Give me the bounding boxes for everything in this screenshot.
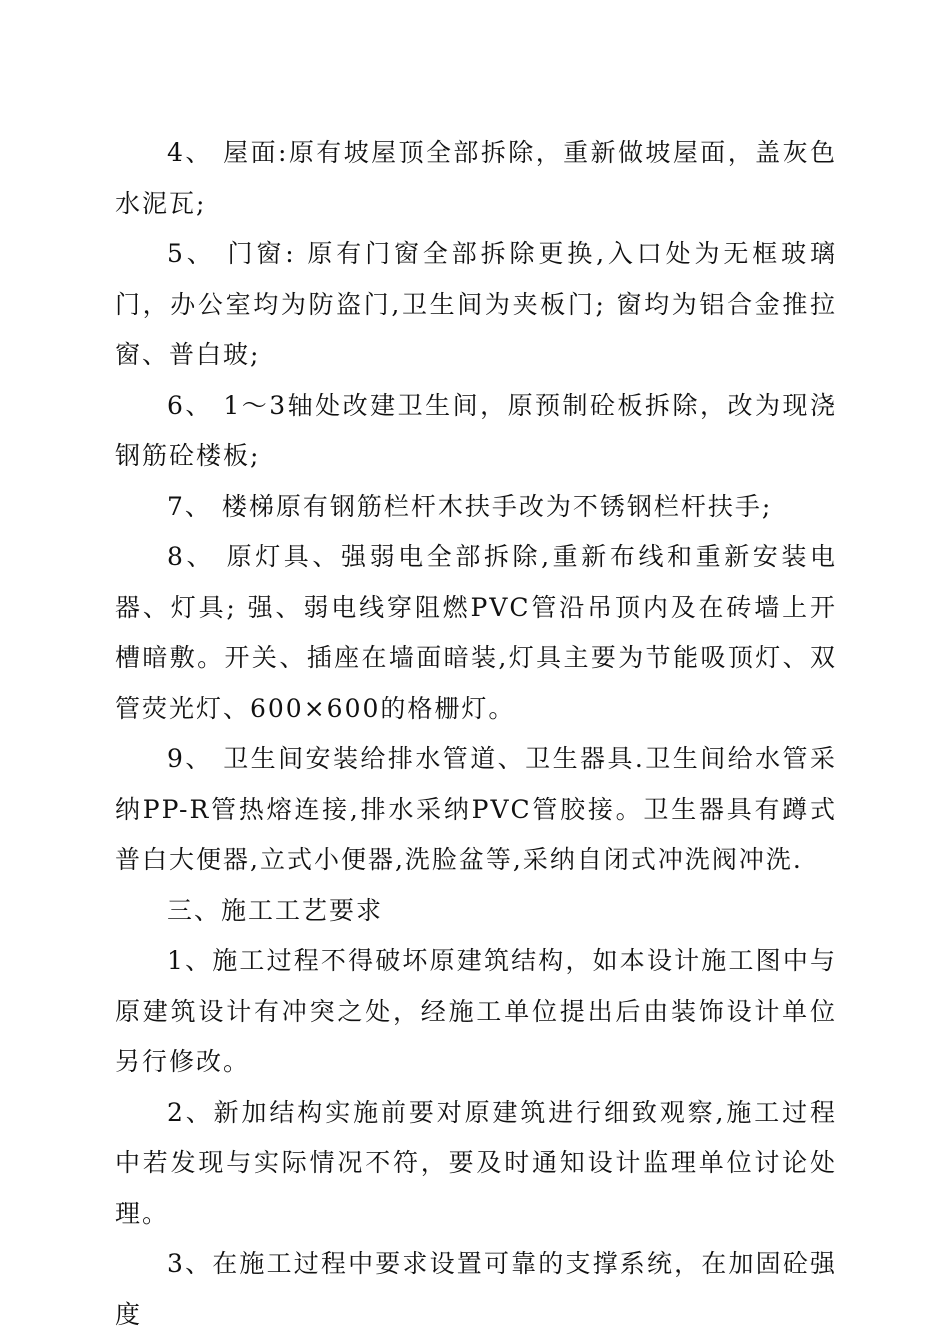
paragraph-doors-windows: 5、 门窗: 原有门窗全部拆除更换,入口处为无框玻璃门，办公室均为防盗门,卫生间为夹板门; 窗均为铝合金推拉窗、普白玻; [115,239,837,369]
section-heading: 三、施工工艺要求 [167,895,384,925]
paragraph-requirement-3: 3、在施工过程中要求设置可靠的支撑系统，在加固砼强度 [115,1249,837,1329]
paragraph-requirement-1: 1、施工过程不得破坏原建筑结构，如本设计施工图中与原建筑设计有冲突之处，经施工单位提出后由装饰设计单位另行修改。 [115,946,837,1076]
paragraph-stair-railing: 7、 楼梯原有钢筋栏杆木扶手改为不锈钢栏杆扶手; [167,491,773,521]
paragraph-electrical: 8、 原灯具、强弱电全部拆除,重新布线和重新安装电器、灯具; 强、弱电线穿阻燃PVC管沿吊顶内及在砖墙上开槽暗敷。开关、插座在墙面暗装,灯具主要为节能吸顶灯、双管荧光灯、600×600的格栅灯。 [115,542,837,723]
paragraph-roof: 4、 屋面:原有坡屋顶全部拆除，重新做坡屋面，盖灰色水泥瓦; [115,138,837,218]
paragraph-requirement-2: 2、新加结构实施前要对原建筑进行细致观察,施工过程中若发现与实际情况不符，要及时通知设计监理单位讨论处理。 [115,1097,837,1228]
document-body [115,128,837,1340]
paragraph-bathroom-axis: 6、 1～3轴处改建卫生间，原预制砼板拆除，改为现浇钢筋砼楼板; [115,390,837,470]
paragraph-plumbing: 9、 卫生间安装给排水管道、卫生器具.卫生间给水管采纳PP-R管热熔连接,排水采纳PVC管胶接。卫生器具有蹲式普白大便器,立式小便器,洗脸盆等,采纳自闭式冲洗阀冲洗. [115,744,837,874]
